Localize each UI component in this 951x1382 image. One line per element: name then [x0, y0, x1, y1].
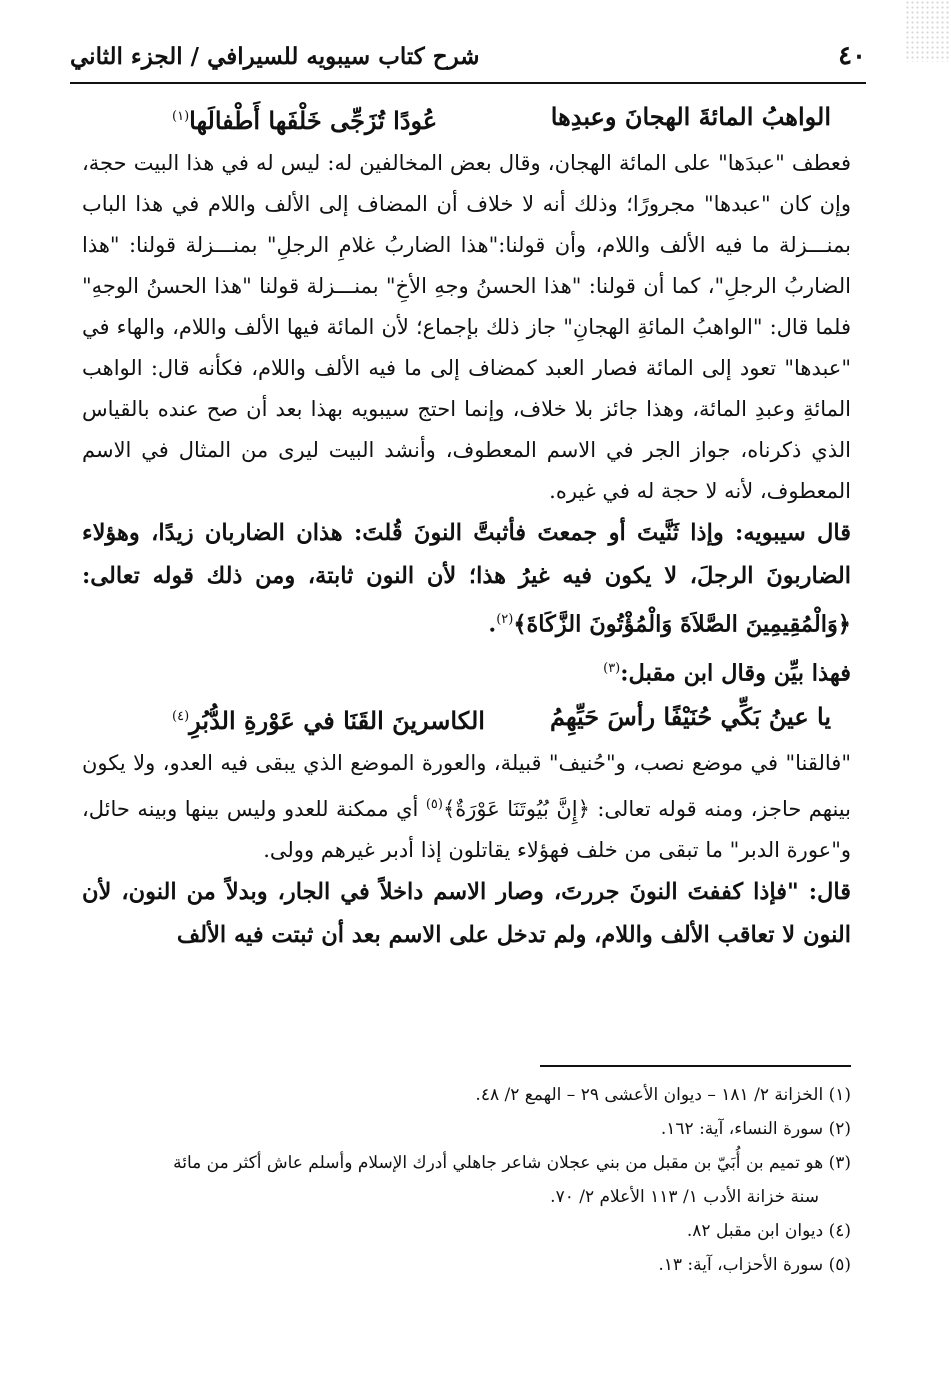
text-line: قولنا: "هذا الضاربُ الرجلِ"، كما أن قولنا: "هذا الحسنُ وجهِ الأخِ" بمنـــزلة قولنا "هذا [82, 233, 851, 298]
page-header [70, 30, 866, 84]
text-line: تعالى: ﴿وَالْمُقِيمِينَ الصَّلاَةَ وَالْمُؤْتُونَ الزَّكَاةَ﴾ [82, 563, 851, 638]
page-number: ٤٠ [838, 41, 866, 71]
sibawayh-quote-1 [82, 512, 851, 647]
text-line: هذا الباب بمنـــزلة ما فيه الألف واللام، وأن قولنا:"هذا الضاربُ غلامِ الرجلِ" بمنـــزلة [82, 192, 851, 257]
sibawayh-quote-3 [82, 871, 851, 957]
footnote-separator [540, 1065, 851, 1067]
text-line: وهؤلاء الضاربونَ الرجلَ، لا يكون فيه غيرُ هذا؛ لأن النون ثابتة، ومن ذلك قوله [82, 520, 851, 589]
verse-2 [82, 695, 851, 743]
text-line: حجة، وإن كان "عبدها" مجرورًا؛ وذلك أنه لا خلاف أن المضاف إلى الألف واللام في [82, 151, 851, 216]
body-text [82, 95, 851, 957]
text-line: الحسنُ الوجهِ" فلما قال: "الواهبُ المائةِ الهجانِ" جاز ذلك بإجماع؛ لأن المائة فيها الألف [82, 274, 851, 339]
paragraph-1 [82, 143, 851, 512]
footnote-2: (٢) سورة النساء، آية: ١٦٢. [660, 1119, 851, 1139]
scan-speckle [905, 0, 949, 62]
footnote-ref-5: (٥) [425, 797, 443, 812]
footnote-3-line-2: سنة خزانة الأدب ١/ ١١٣ الأعلام ٢/ ٧٠. [550, 1187, 819, 1207]
verse-1 [82, 95, 851, 143]
text-line: ولا يكون بينهم حاجز، ومنه قوله تعالى: ﴿إِنَّ بُيُوتَنَا عَوْرَةٌ﴾ [82, 751, 851, 821]
footnote-ref-1: (١) [172, 109, 190, 124]
text-line: واللام، والهاء في "عبدها" تعود إلى المائة فصار العبد كمضاف إلى ما فيه الألف واللام، [82, 315, 852, 380]
text-line: فكأنه قال: الواهب المائةِ وعبدِ المائة، وهذا جائز بلا خلاف، وإنما احتج سيبويه بهذا [82, 356, 851, 421]
text-line: قال: "فإذا كففتَ النونَ جررتَ، وصار الاسم داخلاً في الجار، وبدلاً من النون، [121, 879, 851, 905]
text-line: بينها وبينه حائل، و"عورة الدبر" ما تبقى من خلف فهؤلاء يقاتلون إذا أدبر غيرهم وولى. [82, 797, 851, 862]
paragraph-2 [82, 743, 851, 871]
verse-2-first-hemistich: يا عينُ بَكِّي حُنَيْفًا رأسَ حَيِّهِمُ [550, 702, 831, 731]
text-line: . [488, 611, 497, 638]
footnote-ref-4: (٤) [172, 709, 190, 724]
text-line: قال سيبويه: وإذا ثَنَّيتَ أو جمعتَ فأثبتَّ النونَ قُلتَ: هذان الضاربان زيدًا، [151, 520, 851, 546]
footnotes [82, 1078, 851, 1282]
running-title: شرح كتاب سيبويه للسيرافي / الجزء الثاني [70, 42, 480, 70]
verse-1-first-hemistich: الواهبُ المائةَ الهجانَ وعبدِها [550, 102, 831, 131]
footnote-1: (١) الخزانة ٢/ ١٨١ – ديوان الأعشى ٢٩ – الهمع ٢/ ٤٨. [475, 1085, 851, 1105]
verse-1-second-hemistich: عُودًا تُزَجِّى خَلْفَها أَطْفالَها$^{(١)}$ [172, 106, 438, 135]
footnote-3 [82, 1146, 851, 1214]
text-line: فعطف "عبدَها" على المائة الهجان، وقال بعض المخالفين له: ليس له في هذا البيت [133, 151, 851, 175]
text-line: "فالقنا" في موضع نصب، و"حُنيف" قبيلة، والعورة الموضع الذي يبقى فيه العدو، [162, 751, 852, 775]
verse-2-second-hemistich: الكاسرينَ القَنَا في عَوْرةِ الدُّبُرِ$^{(٤)}$ [172, 706, 485, 735]
text-line: بعد أن صح عنده بالقياس الذي ذكرناه، جواز الجر في الاسم المعطوف، وأنشد البيت [82, 397, 851, 462]
text-line: لأن النون لا تعاقب الألف واللام، ولم تدخل على الاسم بعد أن ثبتت فيه الألف [82, 879, 851, 948]
footnote-3-line-1: (٣) هو تميم بن أُبَيّ بن مقبل من بني عجلان شاعر جاهلي أدرك الإسلام وأسلم عاش أكثر من مائة [173, 1153, 851, 1173]
text-line: فهذا بيِّن وقال ابن مقبل: [620, 660, 851, 686]
text-line: أي ممكنة للعدو وليس [226, 797, 426, 821]
sibawayh-quote-2 [82, 647, 851, 696]
text-line: ليرى من المثال في الاسم المعطوف، لأنه لا حجة له في غيره. [82, 438, 851, 503]
footnote-4: (٤) ديوان ابن مقبل ٨٢. [686, 1221, 851, 1241]
footnote-ref-2: (٢) [496, 612, 514, 627]
footnote-5: (٥) سورة الأحزاب، آية: ١٣. [658, 1255, 851, 1275]
footnote-ref-3: (٣) [603, 660, 621, 676]
